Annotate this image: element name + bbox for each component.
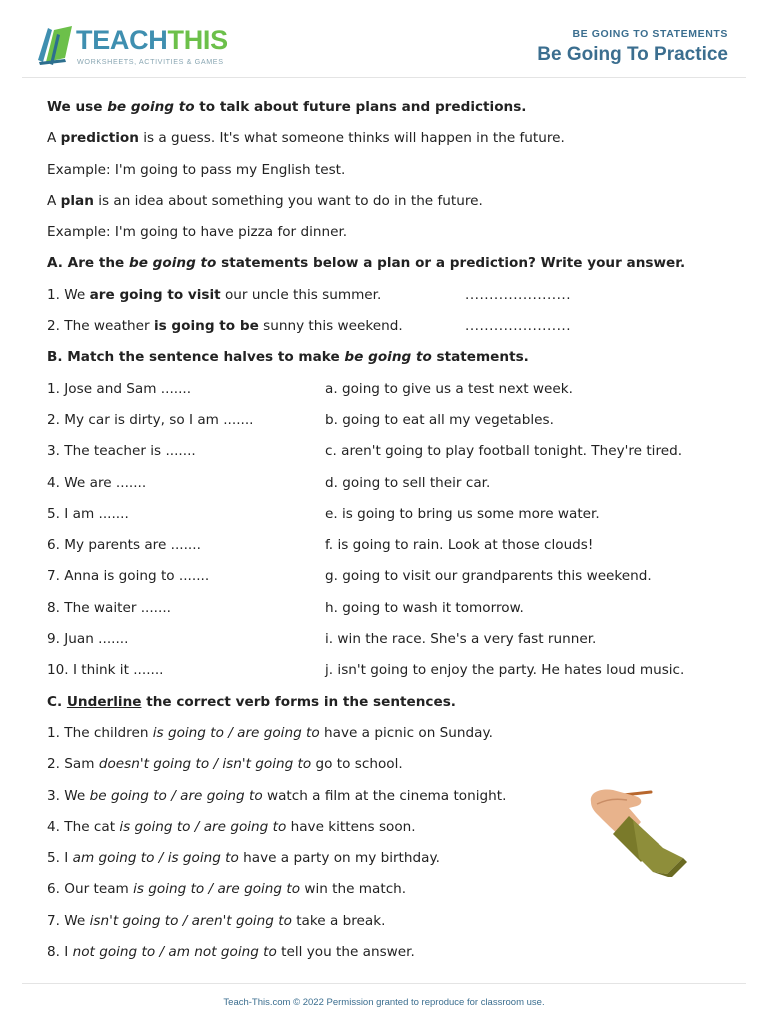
match-sentence-start: 10. I think it ....... (47, 662, 164, 679)
match-sentence-end: c. aren't going to play football tonight. They're tired. (325, 443, 683, 460)
match-row (47, 471, 727, 502)
intro-heading: We use be going to to talk about future plans and predictions. (47, 99, 527, 115)
sentence-start: 4. The cat (47, 818, 120, 835)
match-sentence-start: 7. Anna is going to ....... (47, 568, 210, 585)
verb-phrase: is going to be (153, 318, 259, 335)
option-separator: / (154, 850, 168, 867)
verb-option-2: am not going to (168, 944, 277, 961)
footer-divider (22, 983, 746, 984)
sentence-start: 6. Our team (47, 881, 134, 898)
match-sentence-start: 5. I am ....... (47, 505, 129, 522)
verb-option-2: aren't going to (191, 912, 292, 929)
match-row (47, 564, 727, 595)
book-logo-icon (36, 24, 76, 66)
sentence-start: 5. I (47, 850, 73, 867)
copyright-footer: Teach-This.com © 2022 Permission granted to reproduce for classroom use. (223, 997, 545, 1008)
sentence-end: have kittens soon. (286, 818, 416, 835)
intro-plan-definition: A plan is an idea about something you want to do in the future. (47, 192, 483, 209)
underline-sentence (47, 909, 727, 940)
sentence-start: 2. Sam (47, 756, 99, 773)
match-sentence-end: a. going to give us a test next week. (325, 380, 573, 397)
match-sentence-start: 4. We are ....... (47, 474, 147, 491)
verb-phrase: are going to visit (89, 286, 221, 303)
match-sentence-end: e. is going to bring us some more water. (325, 505, 600, 522)
match-sentence-end: h. going to wash it tomorrow. (325, 599, 524, 616)
option-separator: / (166, 787, 181, 804)
verb-option-2: is going to (167, 850, 239, 867)
verb-option-2: are going to (180, 787, 263, 804)
sentence-end: sunny this weekend. (258, 318, 403, 335)
sentence-start: 2. The weather (47, 318, 154, 335)
worksheet-title: Be Going To Practice (537, 44, 728, 65)
sentence-start: 7. We (47, 912, 90, 929)
logo-text-teach: TEACH (76, 25, 168, 55)
match-row (47, 408, 727, 439)
header-divider (22, 77, 746, 78)
page-header (0, 0, 768, 78)
underline-sentence (47, 940, 727, 971)
verb-option-1: am going to (72, 850, 155, 867)
verb-option-2: are going to (217, 881, 301, 898)
option-separator: / (204, 881, 218, 898)
sentence-end: watch a film at the cinema tonight. (262, 787, 507, 804)
section-a-items (47, 283, 727, 346)
underline-sentence (47, 752, 727, 783)
match-sentence-end: g. going to visit our grandparents this weekend. (325, 568, 652, 585)
sentence-end: our uncle this summer. (220, 286, 382, 303)
intro-plan-example: Example: I'm going to have pizza for dinner. (47, 224, 348, 241)
match-sentence-start: 8. The waiter ....... (47, 599, 171, 616)
verb-option-1: isn't going to (89, 912, 179, 929)
intro-prediction-example: Example: I'm going to pass my English test. (47, 161, 346, 178)
sentence-end: have a picnic on Sunday. (319, 724, 493, 741)
match-sentence-start: 9. Juan ....... (47, 631, 129, 648)
match-sentence-end: j. isn't going to enjoy the party. He hates loud music. (325, 662, 685, 679)
match-sentence-start: 2. My car is dirty, so I am ....... (47, 411, 254, 428)
match-row (47, 627, 727, 658)
section-b-items (47, 377, 727, 690)
underline-sentence (47, 877, 727, 908)
match-sentence-end: d. going to sell their car. (325, 474, 491, 491)
match-row (47, 502, 727, 533)
section-a-item (47, 283, 727, 314)
option-separator: / (223, 724, 238, 741)
answer-blank: ...................... (465, 286, 572, 303)
sentence-end: take a break. (291, 912, 386, 929)
match-row (47, 377, 727, 408)
teach-this-logo (36, 24, 236, 68)
match-sentence-start: 6. My parents are ....... (47, 537, 201, 554)
answer-blank: ...................... (465, 318, 572, 335)
match-row (47, 439, 727, 470)
section-a-sentence (47, 314, 403, 339)
underline-sentence (47, 721, 727, 752)
logo-wordmark (76, 25, 228, 56)
match-row (47, 533, 727, 564)
option-separator: / (190, 818, 204, 835)
sentence-start: 3. We (47, 787, 90, 804)
option-separator: / (155, 944, 169, 961)
verb-option-1: is going to (133, 881, 205, 898)
verb-option-2: isn't going to (222, 756, 312, 773)
verb-option-1: is going to (119, 818, 191, 835)
sentence-start: 1. The children (47, 724, 153, 741)
verb-option-2: are going to (237, 724, 320, 741)
sentence-end: win the match. (300, 881, 407, 898)
section-a-sentence (47, 283, 381, 308)
verb-option-1: be going to (89, 787, 167, 804)
match-sentence-start: 3. The teacher is ....... (47, 443, 196, 460)
intro-prediction-definition: A prediction is a guess. It's what someone thinks will happen in the future. (47, 130, 565, 147)
verb-option-2: are going to (203, 818, 287, 835)
section-a-heading: A. Are the be going to statements below a plan or a prediction? Write your answer. (47, 255, 686, 272)
match-sentence-start: 1. Jose and Sam ....... (47, 380, 192, 397)
verb-option-1: not going to (72, 944, 156, 961)
sentence-end: have a party on my birthday. (238, 850, 440, 867)
match-row (47, 658, 727, 689)
verb-option-1: doesn't going to (98, 756, 210, 773)
logo-text-this: THIS (167, 25, 228, 55)
match-sentence-end: f. is going to rain. Look at those clouds! (325, 537, 594, 554)
option-separator: / (209, 756, 223, 773)
sentence-end: go to school. (311, 756, 403, 773)
sentence-end: tell you the answer. (276, 944, 415, 961)
section-b-heading: B. Match the sentence halves to make be going to statements. (47, 349, 529, 366)
logo-tagline: WORKSHEETS, ACTIVITIES & GAMES (77, 57, 224, 66)
match-sentence-end: b. going to eat all my vegetables. (325, 411, 554, 428)
verb-option-1: is going to (152, 724, 224, 741)
match-row (47, 596, 727, 627)
sentence-start: 8. I (47, 944, 73, 961)
section-c-heading: C. Underline the correct verb forms in the sentences. (47, 693, 456, 710)
hand-writing-illustration-icon (583, 782, 688, 877)
section-a-item (47, 314, 727, 345)
match-sentence-end: i. win the race. She's a very fast runner. (325, 631, 597, 648)
sentence-start: 1. We (47, 286, 90, 303)
worksheet-subtitle: BE GOING TO STATEMENTS (572, 28, 728, 40)
option-separator: / (178, 912, 192, 929)
